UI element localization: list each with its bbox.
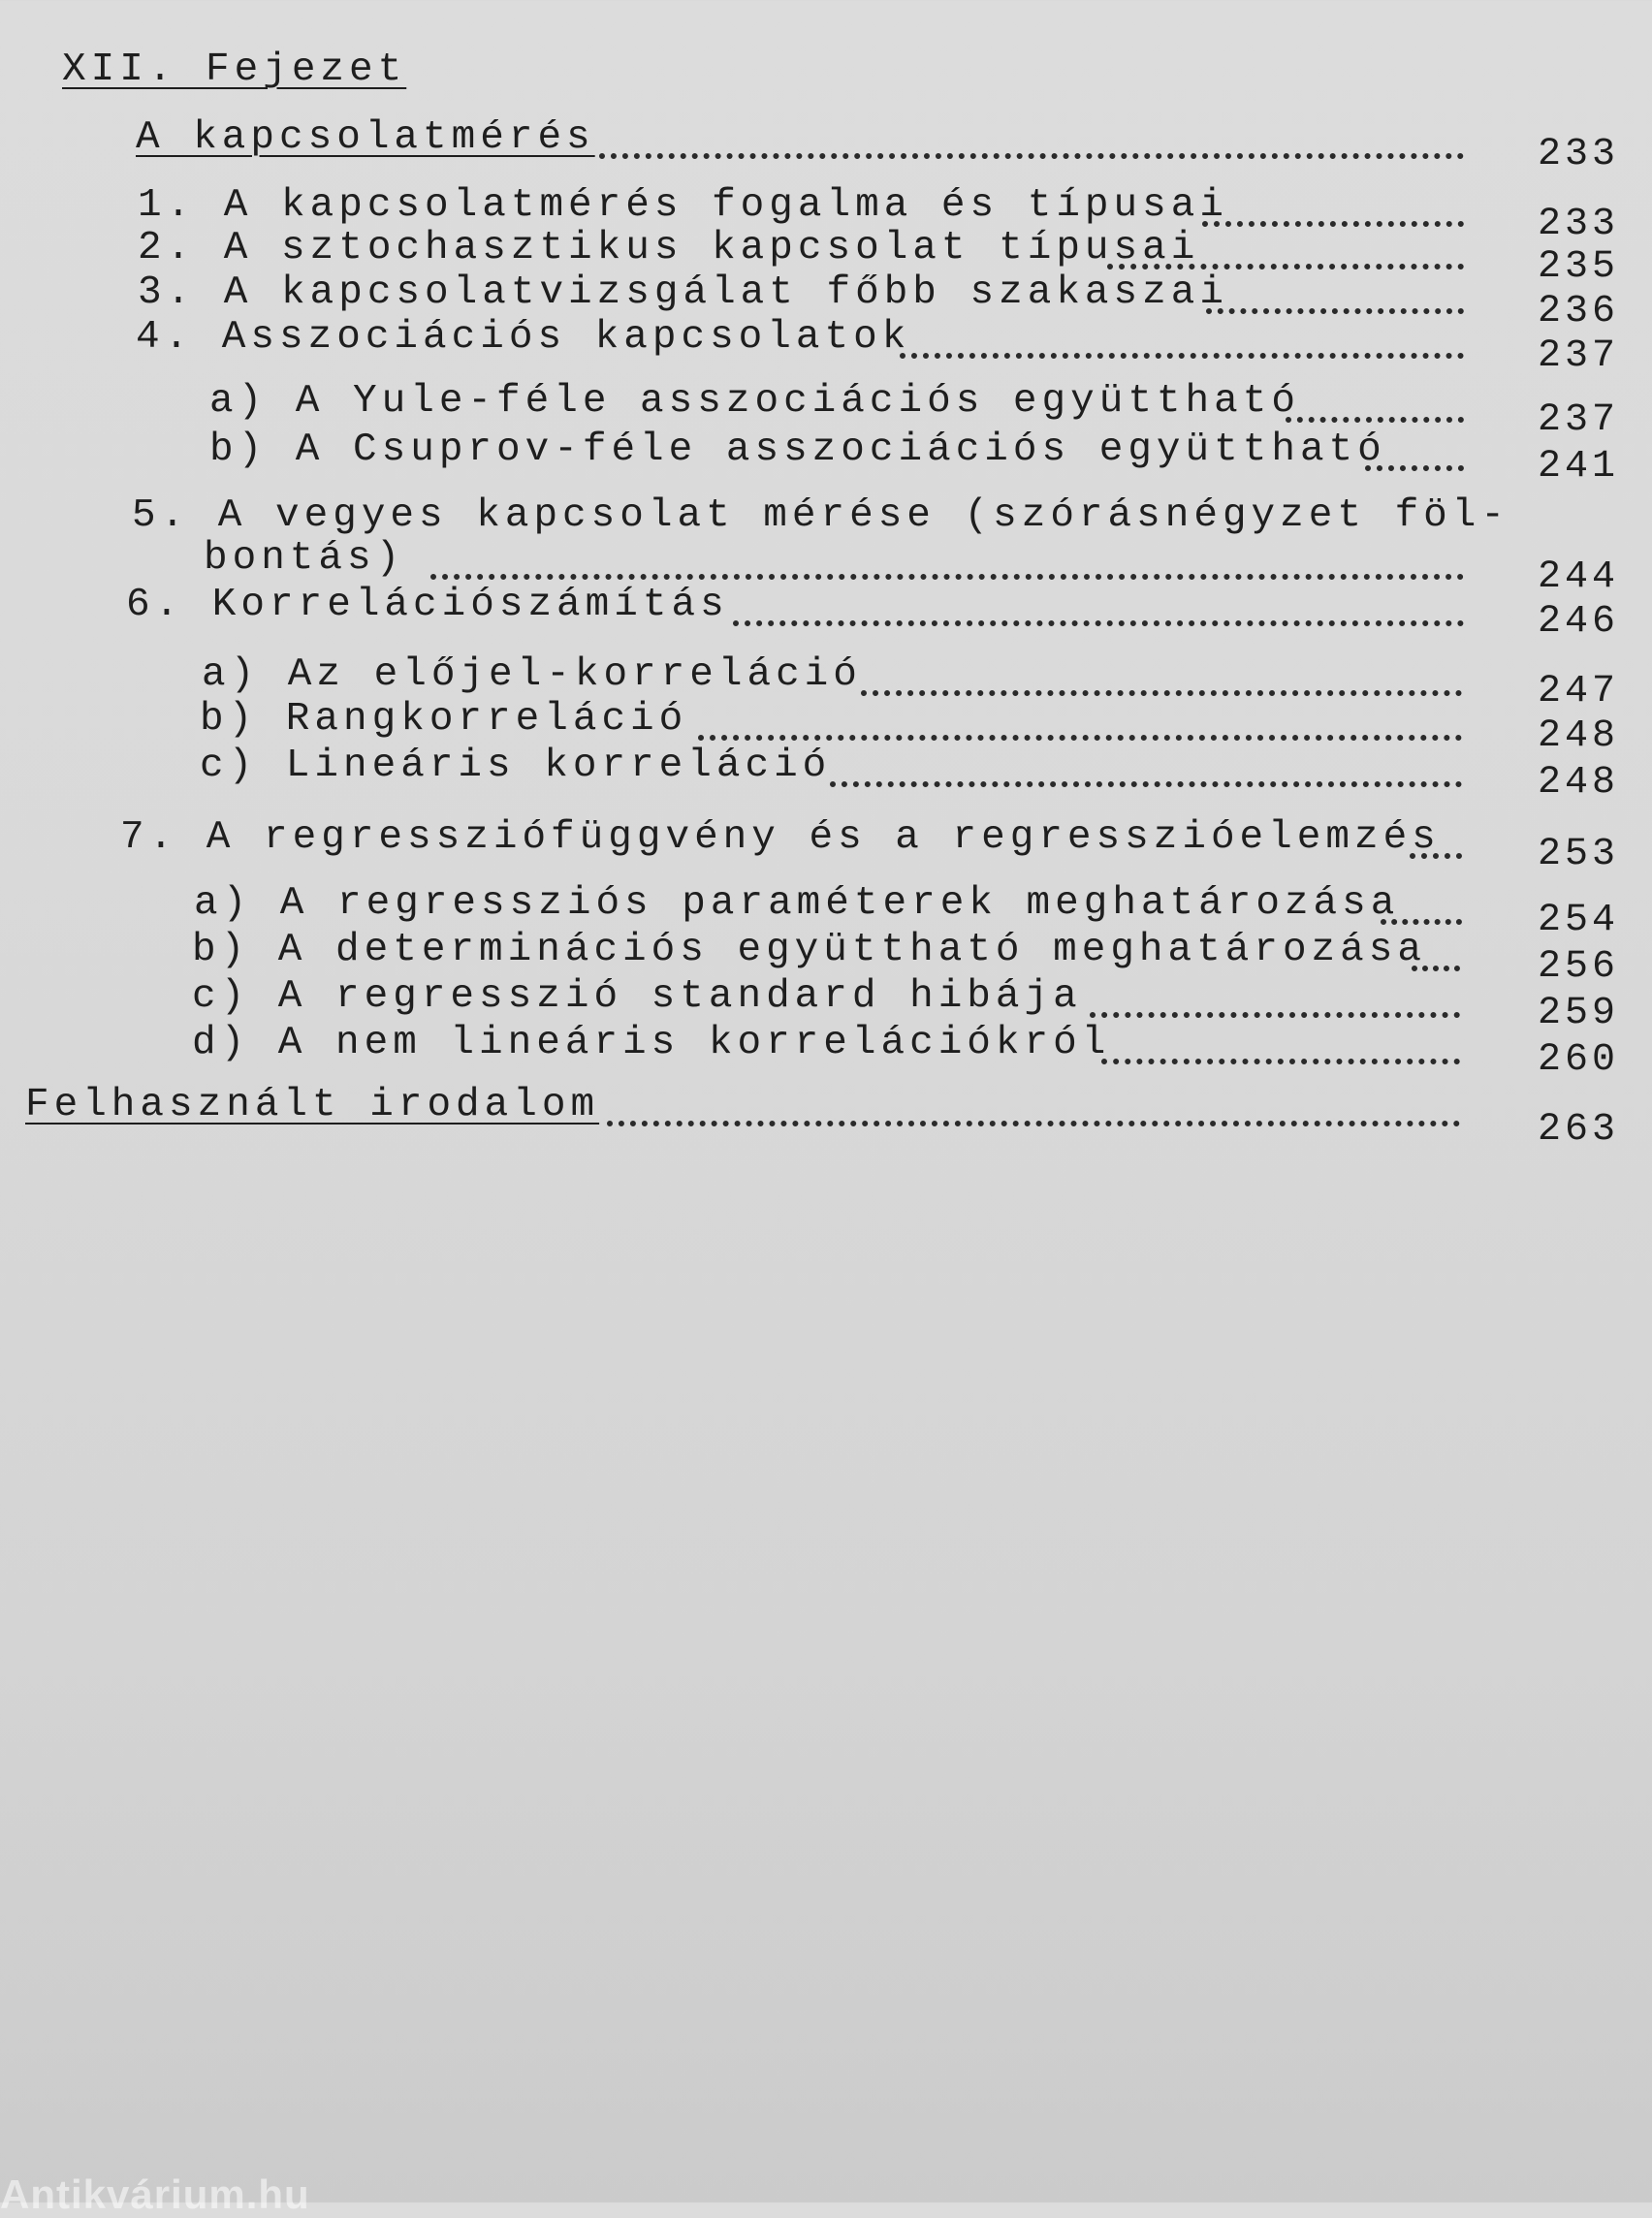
chapter-heading: XII. Fejezet [62,48,407,92]
toc-page-number: 248 [1537,761,1619,805]
toc-subentry: a) Az előjel-korreláció [202,652,862,697]
toc-entry: 6. Korrelációszámítás [126,583,729,627]
toc-page-number: 253 [1537,833,1619,876]
toc-page-number: 237 [1537,334,1619,378]
toc-leader [1381,919,1462,925]
toc-leader [733,620,1464,626]
toc-page-number: 235 [1537,245,1619,289]
toc-page-number: 248 [1537,714,1619,758]
toc-page-number: 236 [1537,290,1619,333]
toc-leader [599,153,1464,159]
toc-leader [1412,966,1460,971]
toc-page-number: 241 [1537,445,1619,489]
toc-subentry: b) A determinációs együttható meghatározása [192,928,1426,972]
toc-subentry: c) Lineáris korreláció [200,744,832,788]
toc-page-number: 256 [1537,945,1619,989]
toc-subentry: b) A Csuprov-féle asszociációs együttható [209,428,1386,472]
toc-leader [698,735,1462,741]
toc-subentry: d) A nem lineáris korrelációkról [192,1021,1111,1065]
toc-entry-title: A kapcsolatmérés [136,115,595,160]
toc-page-number: 259 [1537,992,1619,1035]
toc-leader [861,690,1462,696]
toc-page-number: 263 [1537,1108,1619,1152]
toc-page-number: 247 [1537,670,1619,713]
toc-entry: 7. A regressziófüggvény és a regresszióelemzés [120,815,1441,860]
toc-page-number: 246 [1537,600,1619,644]
toc-entry: 3. A kapcsolatvizsgálat főbb szakaszai [138,270,1228,315]
toc-leader [1202,221,1464,227]
watermark-logo: Antikvárium.hu [0,2171,310,2217]
toc-entry-continuation: bontás) [204,536,405,581]
toc-subentry: c) A regresszió standard hibája [192,974,1082,1019]
toc-leader [1206,308,1464,314]
toc-entry: 5. A vegyes kapcsolat mérése (szórásnégyzet föl- [132,493,1509,538]
toc-leader [830,781,1462,787]
toc-page-number: 237 [1537,398,1619,442]
toc-leader [1107,264,1464,269]
toc-page-number: 254 [1537,899,1619,942]
toc-leader [1101,1059,1460,1064]
toc-subentry: a) A Yule-féle asszociációs együttható [209,379,1300,424]
toc-leader [607,1121,1460,1126]
toc-entry: 1. A kapcsolatmérés fogalma és típusai [138,183,1228,228]
toc-page-number: 233 [1537,203,1619,246]
toc-leader [900,353,1464,359]
toc-subentry: b) Rangkorreláció [200,697,688,742]
toc-entry: 4. Asszociációs kapcsolatok [136,315,911,360]
toc-leader [1365,465,1464,471]
toc-leader [430,574,1464,580]
toc-entry-bibliography: Felhasznált irodalom [25,1083,600,1127]
toc-page-number: 260 [1537,1038,1619,1082]
toc-entry: 2. A sztochasztikus kapcsolat típusai [138,226,1200,270]
toc-page-number: 233 [1537,133,1619,176]
toc-leader [1286,417,1464,423]
toc-leader [1090,1012,1460,1018]
toc-subentry: a) A regressziós paraméterek meghatározása [194,881,1400,926]
toc-leader [1410,853,1462,859]
toc-page-number: 244 [1537,555,1619,599]
